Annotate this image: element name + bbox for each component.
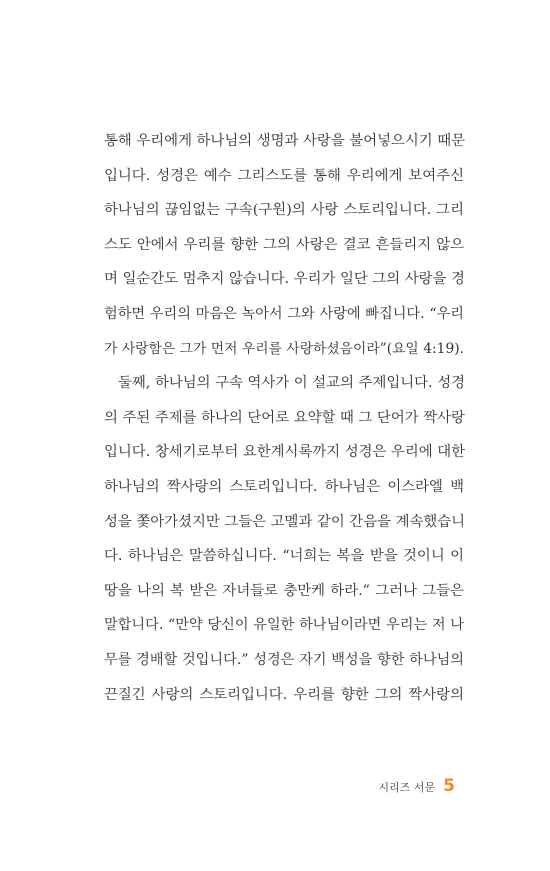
text-line: 의 주된 주제를 하나의 단어로 요약할 때 그 단어가 짝사랑 [104,409,465,426]
text-line: 입니다. 창세기로부터 요한계시록까지 성경은 우리에 대한 [104,444,466,461]
page-footer [379,776,455,796]
text-line: 말합니다. “만약 당신이 유일한 하나님이라면 우리는 저 나 [104,617,464,634]
text-line: 하나님의 끊임없는 구속(구원)의 사랑 스토리입니다. 그리 [104,202,464,219]
text-line: 며 일순간도 멈추지 않습니다. 우리가 일단 그의 사랑을 경 [104,271,465,288]
text-line: 스도 안에서 우리를 향한 그의 사랑은 결코 흔들리지 않으 [104,236,464,253]
text-line: 끈질긴 사랑의 스토리입니다. 우리를 향한 그의 짝사랑의 [104,686,464,703]
text-line: 둘째, 하나님의 구속 역사가 이 설교의 주제입니다. 성경 [118,375,466,392]
text-line: 땅을 나의 복 받은 자녀들로 충만케 하라.” 그러나 그들은 [104,582,464,599]
text-line: 하나님의 짝사랑의 스토리입니다. 하나님은 이스라엘 백 [104,478,464,495]
page-number: 5 [443,776,455,796]
section-label: 시리즈 서문 [378,781,436,794]
text-line: 가 사랑함은 그가 먼저 우리를 사랑하셨음이라”(요일 4:19). [104,340,464,357]
text-line: 험하면 우리의 마음은 녹아서 그와 사랑에 빠집니다. “우리 [104,305,464,322]
text-line: 통해 우리에게 하나님의 생명과 사랑을 불어넣으시기 때문 [104,133,466,149]
text-line: 다. 하나님은 말씀하십니다. “너희는 복을 받을 것이니 이 [104,548,464,565]
body-text [104,124,464,712]
text-line: 입니다. 성경은 예수 그리스도를 통해 우리에게 보여주신 [104,167,464,184]
text-line: 무를 경배할 것입니다.” 성경은 자기 백성을 향한 하나님의 [104,651,464,668]
text-line: 성을 쫓아가셨지만 그들은 고멜과 같이 간음을 계속했습니 [104,513,466,530]
